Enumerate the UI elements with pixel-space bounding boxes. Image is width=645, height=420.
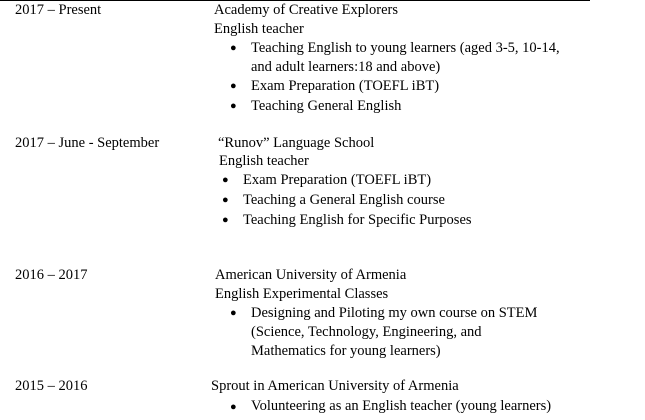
bullet-icon: ●	[230, 401, 237, 413]
bullet-icon: ●	[222, 174, 229, 186]
bullet-icon: ●	[230, 80, 237, 92]
entry-date: 2016 – 2017	[15, 267, 88, 283]
entry-organization: Academy of Creative Explorers	[214, 2, 398, 18]
bullet-text: Teaching English for Specific Purposes	[243, 212, 472, 228]
bullet-text: Teaching a General English course	[243, 192, 445, 208]
entry-date: 2017 – Present	[15, 2, 102, 18]
entry-date: 2017 – June - September	[15, 135, 160, 151]
bullet-text: Teaching General English	[251, 98, 402, 114]
bullet-text: (Science, Technology, Engineering, and	[251, 324, 482, 340]
bullet-icon: ●	[230, 100, 237, 112]
entry-role: English Experimental Classes	[215, 286, 389, 302]
entry-organization: “Runov” Language School	[218, 135, 375, 151]
bullet-text: Exam Preparation (TOEFL iBT)	[251, 78, 440, 94]
bullet-text: Teaching English to young learners (aged 3-5, 10-14,	[251, 40, 560, 56]
bullet-icon: ●	[230, 42, 237, 54]
entry-date: 2015 – 2016	[15, 378, 88, 394]
bullet-icon: ●	[222, 194, 229, 206]
bullet-text: Volunteering as an English teacher (young learners)	[251, 398, 552, 414]
entry-organization: American University of Armenia	[215, 267, 407, 283]
entry-organization: Sprout in American University of Armenia	[211, 378, 459, 394]
bullet-text: and adult learners:18 and above)	[251, 59, 441, 75]
entry-role: English teacher	[219, 153, 309, 169]
bullet-icon: ●	[230, 307, 237, 319]
bullet-text: Mathematics for young learners)	[251, 343, 441, 359]
entry-role: English teacher	[214, 21, 304, 37]
bullet-icon: ●	[222, 214, 229, 226]
bullet-text: Designing and Piloting my own course on STEM	[251, 305, 538, 321]
bullet-text: Exam Preparation (TOEFL iBT)	[243, 172, 432, 188]
